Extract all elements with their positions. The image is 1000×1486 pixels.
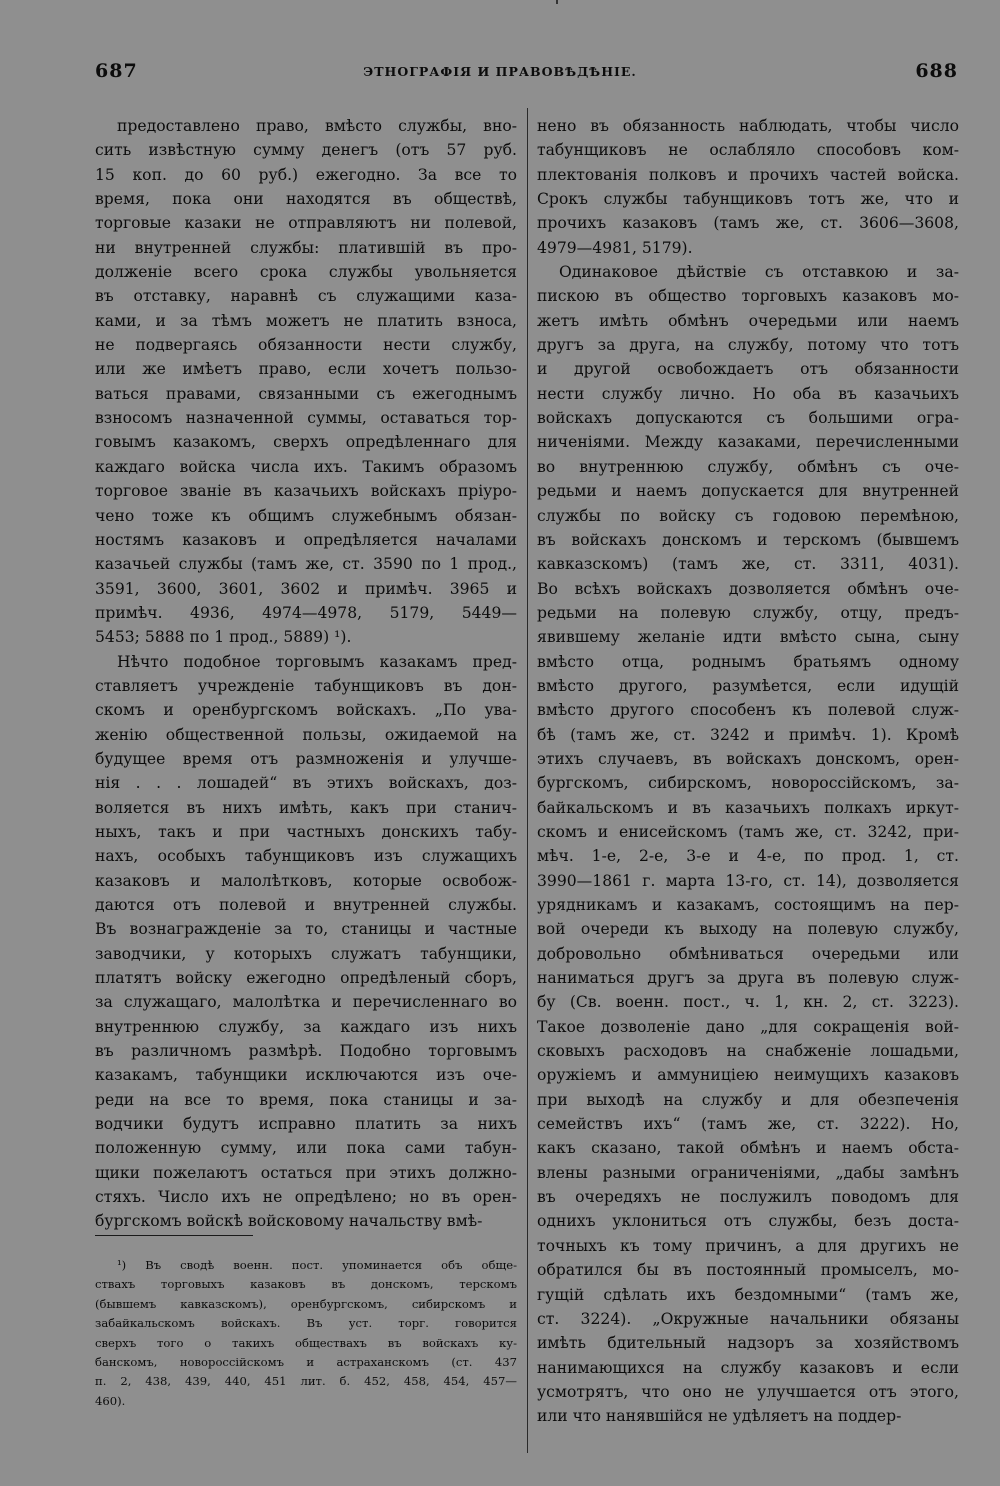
footnote-line: ¹) Въ сводѣ военн. пост. упоминается объ обще-: [117, 1258, 517, 1272]
text-line: воляется въ нихъ имѣть, какъ при станич-: [95, 798, 517, 817]
text-line: говымъ казакомъ, сверхъ опредѣленнаго для: [95, 433, 517, 452]
text-line: ст. 3224). „Окружные начальники обязаны: [537, 1309, 959, 1328]
text-line: прочихъ казаковъ (тамъ же, ст. 3606—3608,: [537, 214, 959, 233]
text-line: женію общественной пользы, ожидаемой на: [95, 725, 517, 744]
text-line: казакамъ, табунщики исключаются изъ оче-: [95, 1066, 517, 1085]
text-line: пискою въ общество торговыхъ казаковъ мо-: [537, 287, 959, 306]
text-line: нія . . . лошадей“ въ этихъ войскахъ, доз-: [95, 774, 517, 793]
footnote-line: банскомъ, новороссійскомъ и астраханскомъ (ст. 437: [95, 1354, 517, 1369]
text-line: внутреннюю службу, за каждаго изъ нихъ: [95, 1017, 517, 1036]
text-line: бургскомъ, сибирскомъ, новороссійскомъ, за-: [537, 774, 959, 793]
text-line: въ войскахъ донскомъ и терскомъ (бывшемъ: [537, 530, 959, 549]
text-line: время, пока они находятся въ обществѣ,: [95, 190, 517, 209]
text-line: вой очереди къ выходу на полевую службу,: [537, 920, 959, 939]
footnote: [95, 1256, 517, 1411]
text-line: нести службу лично. Но оба въ казачьихъ: [537, 384, 959, 403]
text-line: Нѣчто подобное торговымъ казакамъ пред-: [117, 652, 517, 671]
text-line: скомъ и оренбургскомъ войскахъ. „По ува-: [95, 701, 517, 720]
text-line: заводчики, у которыхъ служатъ табунщики,: [95, 944, 517, 963]
text-line: семействъ ихъ“ (тамъ же, ст. 3222). Но,: [537, 1115, 959, 1134]
text-line: нанимающихся на службу казаковъ и если: [537, 1358, 959, 1377]
text-line: стяхъ. Число ихъ не опредѣлено; но въ орен-: [95, 1188, 517, 1207]
text-line: казаковъ и малолѣтковъ, которые освобож-: [95, 871, 517, 890]
column-divider: [527, 108, 528, 1453]
text-line: 3591, 3600, 3601, 3602 и примѣч. 3965 и: [95, 579, 517, 598]
page-number-right: 688: [915, 60, 958, 82]
text-line: бу (Св. военн. пост., ч. 1, кн. 2, ст. 3223).: [537, 993, 959, 1012]
text-line: платятъ войску ежегодно опредѣленый сборъ,: [95, 969, 517, 988]
text-line: службы по войску съ годовою перемѣною,: [537, 506, 959, 525]
text-line: въ отставку, наравнѣ съ служащими каза-: [95, 287, 517, 306]
right-column: [537, 114, 959, 1429]
text-line: другъ за друга, на службу, потому что тотъ: [537, 336, 959, 355]
text-line: нено въ обязанность наблюдать, чтобы число: [537, 117, 959, 135]
text-line: будущее время отъ размноженія и улучше-: [95, 749, 517, 768]
footnote-line: (бывшемъ кавказскомъ), оренбургскомъ, сибирскомъ и: [95, 1296, 517, 1311]
text-line: при выходѣ на службу и для обезпеченія: [537, 1090, 959, 1109]
text-line: вмѣсто другого, разумѣется, если идущій: [537, 676, 959, 695]
text-line: сковыхъ расходовъ на снабженіе лошадьми,: [537, 1042, 959, 1061]
text-line: плектованія полковъ и прочихъ частей войска.: [537, 165, 959, 184]
text-line: каждаго войска числа ихъ. Такимъ образомъ: [95, 457, 517, 476]
text-line: или что нанявшійся не удѣляетъ на поддер-: [537, 1407, 902, 1426]
text-line: явившему желаніе идти вмѣсто сына, сыну: [537, 628, 959, 647]
text-line: положенную сумму, или пока сами табун-: [95, 1139, 517, 1158]
text-line: оружіемъ и аммуниціею неимущихъ казаковъ: [537, 1066, 959, 1085]
text-line: точныхъ къ тому причинъ, а для другихъ не: [537, 1236, 959, 1255]
text-line: вмѣсто отца, роднымъ братьямъ одному: [537, 652, 959, 671]
text-line: чено тоже къ общимъ служебнымъ обязан-: [95, 506, 517, 525]
text-line: водчики будутъ исправно платить за нихъ: [95, 1115, 517, 1134]
text-line: и другой освобождаетъ отъ обязанности: [537, 360, 959, 379]
text-line: ставляетъ учрежденіе табунщиковъ въ дон-: [95, 676, 517, 695]
text-line: во внутреннюю службу, обмѣнъ съ оче-: [537, 457, 959, 476]
text-line: редьми и наемъ допускается для внутренней: [537, 482, 959, 501]
text-line: однихъ уклониться отъ службы, безъ доста-: [537, 1212, 959, 1231]
text-line: войскахъ допускаются съ большими огра-: [537, 409, 959, 428]
footnote-line: забайкальскомъ войскахъ. Въ уст. торг. говорится: [95, 1316, 517, 1331]
text-line: казачьей службы (тамъ же, ст. 3590 по 1 прод.,: [95, 555, 517, 574]
text-line: долженіе всего срока службы увольняется: [95, 263, 517, 282]
text-line: добровольно обмѣниваться очередьми или: [537, 944, 959, 963]
text-line: 5453; 5888 по 1 прод., 5889) ¹).: [95, 628, 352, 647]
text-line: Въ вознагражденіе за то, станицы и частные: [95, 920, 517, 939]
text-line: Такое дозволеніе дано „для сокращенія вой-: [537, 1017, 959, 1036]
text-line: Одинаковое дѣйствіе съ отставкою и за-: [559, 263, 959, 282]
text-line: 15 коп. до 60 руб.) ежегодно. За все то: [95, 165, 517, 184]
footnote-line: п. 2, 438, 439, 440, 451 лит. б. 452, 458, 454, 457—: [95, 1374, 517, 1389]
text-line: бургскомъ войскѣ войсковому начальству вмѣ-: [95, 1212, 483, 1231]
text-line: торговое званіе въ казачьихъ войскахъ пріуро-: [95, 482, 517, 501]
text-line: нахъ, особыхъ табунщиковъ изъ служащихъ: [95, 847, 517, 866]
text-line: скомъ и енисейскомъ (тамъ же, ст. 3242, при-: [537, 822, 959, 841]
text-line: въ очередяхъ не послужилъ поводомъ для: [537, 1188, 959, 1207]
running-title: ЭТНОГРАФІЯ И ПРАВОВѢДѢНІЕ.: [363, 64, 637, 79]
text-line: имѣть бдительный надзоръ за хозяйствомъ: [537, 1334, 959, 1353]
text-line: не подвергаясь обязанности нести службу,: [95, 336, 517, 355]
text-line: взносомъ назначенной суммы, оставаться тор-: [95, 409, 517, 428]
text-line: ни внутренней службы: платившій въ про-: [95, 238, 517, 257]
text-line: Срокъ службы табунщиковъ тотъ же, что и: [537, 190, 959, 209]
text-line: влены разными ограниченіями, „дабы замѣнъ: [537, 1163, 959, 1182]
text-line: 4979—4981, 5179).: [537, 238, 693, 257]
text-line: ныхъ, такъ и при частныхъ донскихъ табу-: [95, 822, 517, 841]
text-line: торговые казаки не отправляютъ ни полевой,: [95, 214, 517, 233]
left-column: [95, 114, 517, 1234]
page-number-left: 687: [95, 60, 138, 82]
text-line: урядникамъ и казакамъ, состоящимъ на пер-: [537, 896, 959, 914]
text-line: ниченіями. Между казаками, перечисленными: [537, 433, 959, 452]
footnote-line: ствахъ торговыхъ казаковъ въ донскомъ, терскомъ: [95, 1277, 517, 1292]
text-line: обратился бы въ постоянный промыселъ, мо-: [537, 1261, 959, 1280]
text-line: жетъ имѣть обмѣнъ очередьми или наемъ: [537, 311, 959, 330]
footnote-rule: [95, 1235, 253, 1236]
text-line: въ различномъ размѣрѣ. Подобно торговымъ: [95, 1042, 517, 1061]
text-line: редьми на полевую службу, отцу, предъ-: [537, 603, 959, 622]
text-line: 3990—1861 г. марта 13-го, ст. 14), дозволяется: [537, 871, 959, 890]
text-line: примѣч. 4936, 4974—4978, 5179, 5449—: [95, 603, 517, 622]
text-line: щики пожелаютъ остаться при этихъ должно-: [95, 1163, 517, 1182]
footnote-line: 460).: [95, 1393, 126, 1408]
text-line: этихъ случаевъ, въ войскахъ донскомъ, орен-: [537, 749, 959, 768]
text-line: байкальскомъ и въ казачьихъ полкахъ иркут-: [537, 798, 959, 817]
text-line: кавказскомъ) (тамъ же, ст. 3311, 4031).: [537, 555, 959, 574]
text-line: мѣч. 1-е, 2-е, 3-е и 4-е, по прод. 1, ст.: [537, 847, 959, 866]
top-mark: [556, 0, 558, 4]
text-line: или же имѣетъ право, если хочетъ пользо-: [95, 360, 517, 379]
text-line: сить извѣстную сумму денегъ (отъ 57 руб.: [95, 141, 517, 160]
text-line: предоставлено право, вмѣсто службы, вно-: [117, 117, 517, 135]
footnote-line: сверхъ того о такихъ обществахъ въ войскахъ ку-: [95, 1335, 517, 1350]
text-line: бѣ (тамъ же, ст. 3242 и примѣч. 1). Кромѣ: [537, 725, 959, 744]
text-line: реди на все то время, пока станицы и за-: [95, 1090, 517, 1109]
text-line: Во всѣхъ войскахъ дозволяется обмѣнъ оче-: [537, 579, 959, 598]
text-line: за служащаго, малолѣтка и перечисленнаго во: [95, 993, 517, 1012]
text-line: наниматься другъ за друга въ полевую служ-: [537, 969, 959, 988]
text-line: гущій сдѣлать ихъ бездомными“ (тамъ же,: [537, 1285, 959, 1304]
text-line: ностямъ казаковъ и опредѣляется началами: [95, 530, 517, 549]
text-line: ками, и за тѣмъ можетъ не платить взноса,: [95, 311, 517, 330]
text-line: ваться правами, связанными съ ежегоднымъ: [95, 384, 517, 403]
text-line: табунщиковъ не ослабляло способовъ ком-: [537, 141, 959, 160]
text-line: вмѣсто другого способенъ къ полевой служ-: [537, 701, 959, 720]
text-line: усмотрятъ, что оно не улучшается отъ этого,: [537, 1382, 959, 1401]
text-line: даются отъ полевой и внутренней службы.: [95, 896, 517, 914]
text-line: какъ сказано, такой обмѣнъ и наемъ обста-: [537, 1139, 959, 1158]
